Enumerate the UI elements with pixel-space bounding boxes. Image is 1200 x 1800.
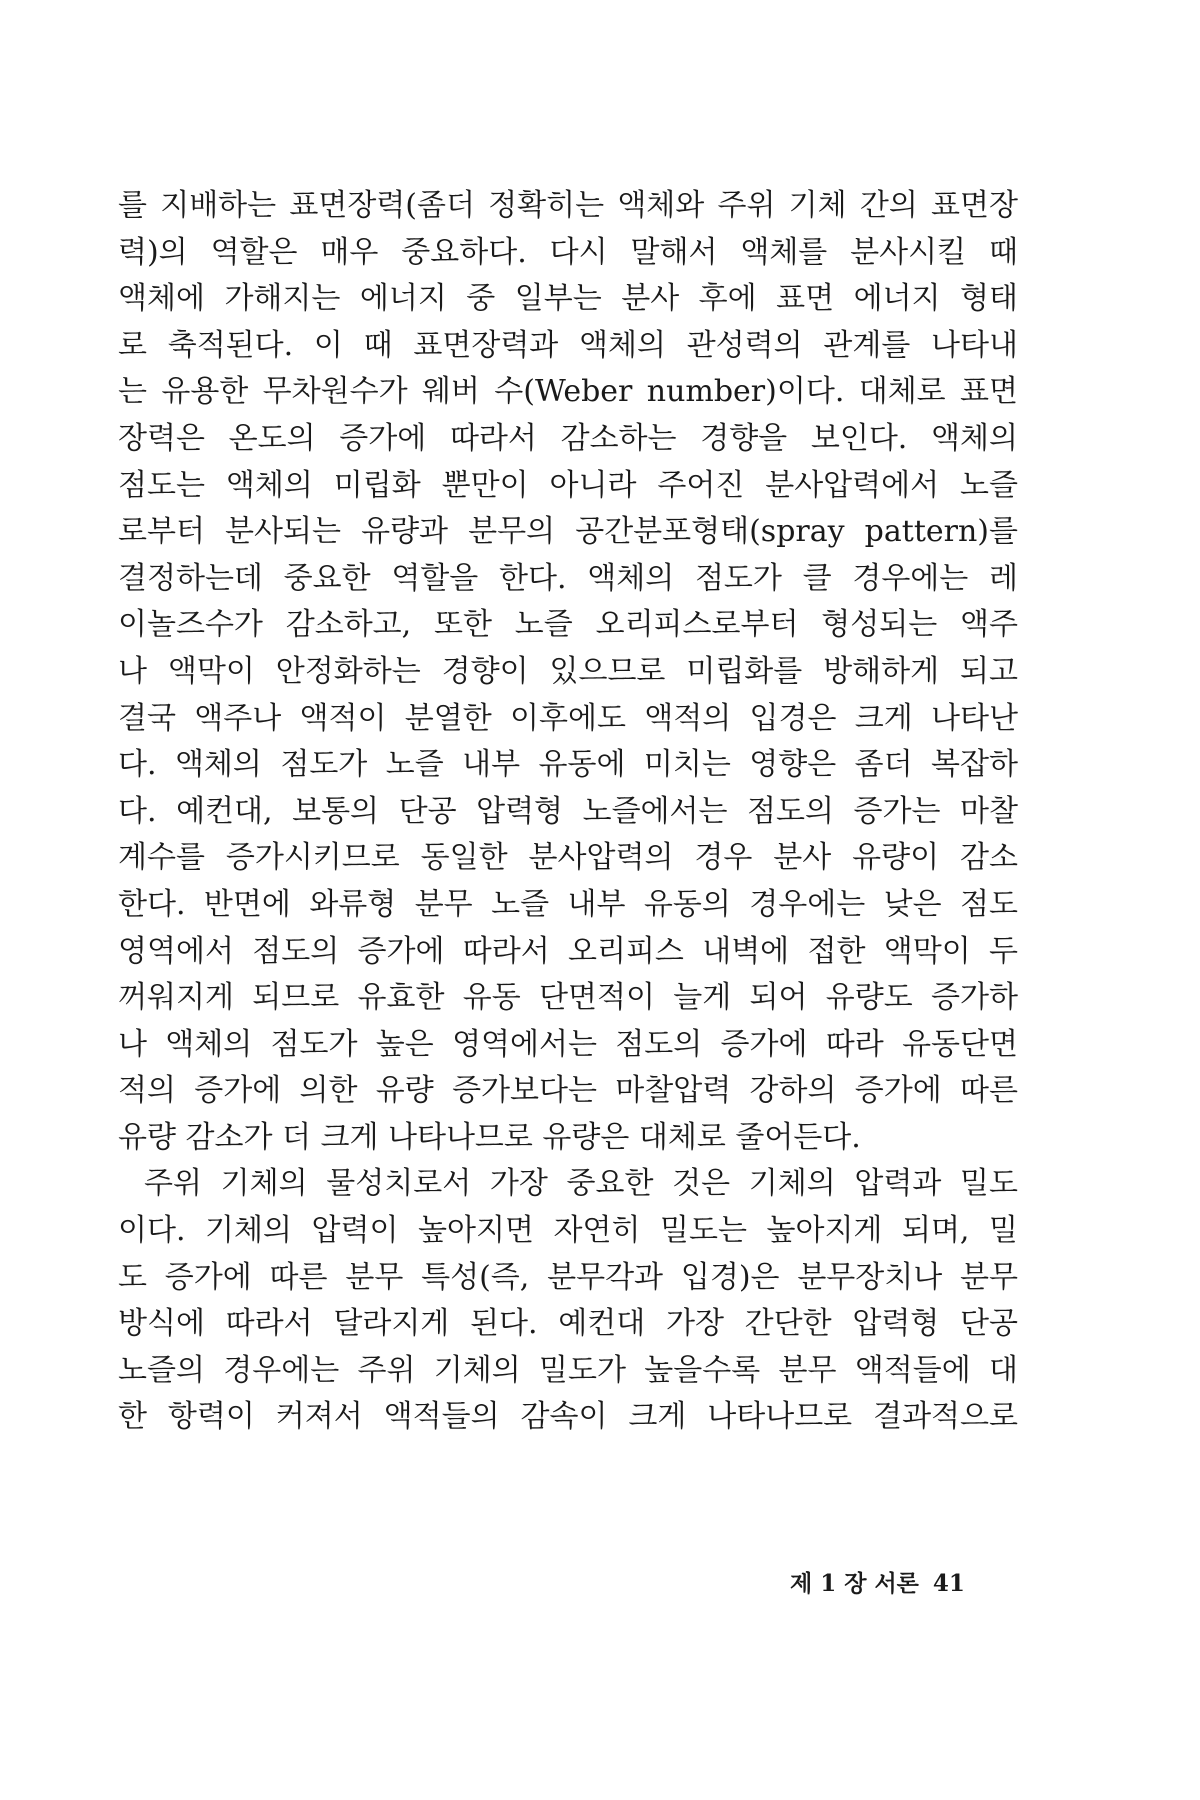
text-line: 방식에 따라서 달라지게 된다. 예컨대 가장 간단한 압력형 단공 xyxy=(118,1306,1018,1342)
text-line: 꺼워지게 되므로 유효한 유동 단면적이 늘게 되어 유량도 증가하 xyxy=(118,980,1018,1016)
text-line: 결정하는데 중요한 역할을 한다. 액체의 점도가 클 경우에는 레 xyxy=(118,560,1018,596)
text-line: 영역에서 점도의 증가에 따라서 오리피스 내벽에 접한 액막이 두 xyxy=(118,933,1018,969)
text-line: 나 액막이 안정화하는 경향이 있으므로 미립화를 방해하게 되고 xyxy=(118,653,1018,689)
text-line: 장력은 온도의 증가에 따라서 감소하는 경향을 보인다. 액체의 xyxy=(118,420,1018,456)
text-line: 를 지배하는 표면장력(좀더 정확히는 액체와 주위 기체 간의 표면장 xyxy=(118,188,1018,223)
page-number: 41 xyxy=(932,1570,965,1597)
text-line: 다. 액체의 점도가 노즐 내부 유동에 미치는 영향은 좀더 복잡하 xyxy=(118,747,1018,783)
text-line-paragraph-start: 주위 기체의 물성치로서 가장 중요한 것은 기체의 압력과 밀도 xyxy=(144,1166,1018,1202)
text-line: 력)의 역할은 매우 중요하다. 다시 말해서 액체를 분사시킬 때 xyxy=(118,234,1018,270)
text-line: 이다. 기체의 압력이 높아지면 자연히 밀도는 높아지게 되며, 밀 xyxy=(118,1213,1018,1249)
text-line: 적의 증가에 의한 유량 증가보다는 마찰압력 강하의 증가에 따른 xyxy=(118,1073,1018,1109)
text-line-paragraph-end: 유량 감소가 더 크게 나타나므로 유량은 대체로 줄어든다. xyxy=(118,1119,861,1155)
text-line: 결국 액주나 액적이 분열한 이후에도 액적의 입경은 크게 나타난 xyxy=(118,700,1018,736)
chapter-title: 제 1 장 서론 xyxy=(790,1570,919,1597)
text-line: 점도는 액체의 미립화 뿐만이 아니라 주어진 분사압력에서 노즐 xyxy=(118,467,1018,503)
text-line: 도 증가에 따른 분무 특성(즉, 분무각과 입경)은 분무장치나 분무 xyxy=(118,1259,1018,1295)
text-line: 다. 예컨대, 보통의 단공 압력형 노즐에서는 점도의 증가는 마찰 xyxy=(118,793,1018,829)
text-line: 나 액체의 점도가 높은 영역에서는 점도의 증가에 따라 유동단면 xyxy=(118,1026,1018,1062)
body-text xyxy=(118,183,1018,1441)
text-line: 로부터 분사되는 유량과 분무의 공간분포형태(spray pattern)를 xyxy=(118,514,1018,550)
text-line: 는 유용한 무차원수가 웨버 수(Weber number)이다. 대체로 표면 xyxy=(118,374,1018,410)
text-line: 노즐의 경우에는 주위 기체의 밀도가 높을수록 분무 액적들에 대 xyxy=(118,1352,1018,1388)
text-line: 액체에 가해지는 에너지 중 일부는 분사 후에 표면 에너지 형태 xyxy=(118,281,1018,317)
text-line: 계수를 증가시키므로 동일한 분사압력의 경우 분사 유량이 감소 xyxy=(118,840,1018,876)
text-line: 이놀즈수가 감소하고, 또한 노즐 오리피스로부터 형성되는 액주 xyxy=(118,607,1018,643)
text-line: 한 항력이 커져서 액적들의 감속이 크게 나타나므로 결과적으로 xyxy=(118,1399,1018,1435)
text-line: 로 축적된다. 이 때 표면장력과 액체의 관성력의 관계를 나타내 xyxy=(118,327,1018,363)
page-footer xyxy=(790,1566,1030,1602)
text-line: 한다. 반면에 와류형 분무 노즐 내부 유동의 경우에는 낮은 점도 xyxy=(118,886,1018,922)
